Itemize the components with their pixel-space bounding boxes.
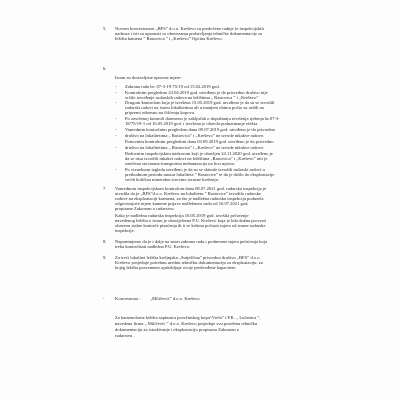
bullet-text: Zabrana rada br: 07-3-19-75/19 od 15.02.2019 god. (125, 84, 220, 89)
concessionaire-name: „Miličević” d.o.o. Kreševo (150, 296, 200, 301)
text-line: Kako je nadležna rudarska inspekcija 16.05.2019 god. izvršila pečaćenje (115, 213, 249, 218)
bullet-text: Ponovnim kontrolnim pregledom dana 03.09.2019 god. utvrđeno je da privredno (125, 139, 274, 144)
text-line: utvrdila da je „BFS”d.o.o. Kreševo na lokalitetu ” Rastovice” izvodilo rudarske (115, 191, 262, 196)
text-line: kojeg ležišta povremeno opskrbljuje ovoje predvođene kapacitete. (115, 265, 237, 270)
text-line: Istom su dostavljene upravne mjere: (115, 75, 182, 80)
bullet-text: 18/75/19-1 od 16.05.2019 god. i izvršena je obavila poduzimanje efekta. (125, 121, 259, 126)
text-line: nadzora i isti su upoznati so obavezama probavljanja tehničke dokumentacije za (115, 31, 263, 36)
bullet-text: društvo na lokalitetima „ Rastovica” i „Kreševo” ne izvode nikakve radove. (125, 145, 265, 150)
bullet-text: rudarski radovi na istom lokalitetima ali u manjem obimu počto su radili na (125, 105, 264, 110)
text-line: Napominjemo da je i dalje na snazi zabrana rada i podnesene mjera pečaćenja koja (115, 239, 268, 244)
bullet-text: da se nisu izvodili nikakvi radovi na ležištima „Rastovica” i „Kreševo” niti je (125, 156, 268, 161)
bullet-marker: - (115, 116, 117, 121)
bullet-marker: - (103, 296, 105, 301)
text-line: dokumentaciju za istraživanje i eksploataciju propisanu Zakonom o (115, 327, 240, 332)
bullet-text: Vanrednim kontrolnim pregledom dana 09.07.2019 god. utvrđeno je do privredno (125, 127, 276, 132)
text-line: rudarstvu . (115, 333, 135, 338)
bullet-marker: - (115, 127, 117, 132)
text-line: navedena firma „ Miličević ” d.o.o. Kreševo posjeduje svu potrebnu tehničku (115, 321, 258, 326)
section-number: 8. (103, 239, 107, 244)
text-line: Vanrednom inspekcijskom kontrolom dana 08.07.2021 god. rudarska inspekcija je (115, 186, 267, 191)
bullet-marker: - (115, 133, 117, 138)
bullet-text: društvo na lokalitetima „ Rastovica” i „Kreševo” ne izvode nikakve radove. (125, 133, 265, 138)
text-line: radove na eksploataciji karmena, za što je nadležna rudarska inspekcija poduzela (115, 196, 264, 201)
bullet-text: prethodnom periodu unutar lokaliteta ” Rastovice” te da je došlo do eksploatacije (125, 172, 275, 177)
bullet-marker: - (115, 167, 117, 172)
concessionaire-label: Koncesionar : (115, 296, 141, 301)
bullet-marker: - (115, 145, 117, 150)
bullet-text: Po završenoj kontroli doneseno je zaključak o dopuštanju izvršenja rješenja br.07-3- (125, 116, 280, 121)
section-number: 5. (103, 26, 107, 31)
section-number: 9. (103, 255, 107, 260)
bullet-text: Redovnim inspekcijskim nadzorom koji je obavljen 24.11.2020 god. utvrđeno je (125, 151, 273, 156)
text-line: odgovarajuće mjere kamene prijave nadležnom sudu od 16.07.2021 god. (115, 201, 249, 206)
bullet-marker: - (115, 84, 117, 89)
bullet-text: Kontrolnim pregledom 23.04.2019 god. utvrđeno je da privredno društvo nije (125, 90, 268, 95)
bullet-text: zatečena stovarana-transportna mehanizacija na licu mjesta. (125, 161, 235, 166)
bullet-marker: - (115, 100, 117, 105)
bullet-text: vršilo izvođenje rudarskih radova na ležištima „ Rastovica ” i „Kreševo” (125, 95, 259, 100)
text-line: Kreševo posjeduje potrebnu urednu tehničku dokumentaciju za eksploataciju, za (115, 260, 263, 265)
text-line: propisane Zakonom o rudarstvu. (115, 206, 175, 211)
text-line: Za treći lokalitet ležišta kreljnjaka „Sutješčina” privredno društvo „BFS” d.o.o (115, 255, 260, 260)
bullet-text: pripremi odnosno na čišćenju kopova. (125, 110, 196, 115)
text-line: treba kontrolisati nadležna P.U. Kreševo. (115, 244, 191, 249)
bullet-text: Po vizuelnom izgledu utvrđeno je da su se skinule izvodili rudarski radovi u (125, 167, 265, 172)
text-line: ležišta kamena ” Rastovica ” i „Kreševo” Općina Kreševo. (115, 36, 223, 41)
text-line: Novom koncesionaru „BFS” d.o.o. Kreševo su predočene radnje (e inspekcijskih (115, 26, 264, 31)
text-line: navedenog ležišta o istom je obaviještena P.U. Kreševo koja je bila dužna provesti (115, 218, 267, 223)
section-number: 7. (103, 186, 107, 191)
bullet-text: Drugom kontrolom koja je izvršena 15.05.2019 god. utvrđeno je da su se izvodili (125, 100, 275, 105)
text-line: Za kamenolome ležišta sapinnica površinskog kopa“Vrela” i P.K. „ Lučenica ”, (115, 315, 261, 320)
section-number: 6. (103, 66, 107, 71)
bullet-marker: - (115, 90, 117, 95)
bullet-text: većih količina mineralne sirovine tornsne kreženja. (125, 177, 219, 182)
text-line: obavezu stalne kontrole pisaćenja di ti se kršima počasto mjera od strane rudarske (115, 223, 266, 228)
text-line: inspekcije. (115, 228, 135, 233)
